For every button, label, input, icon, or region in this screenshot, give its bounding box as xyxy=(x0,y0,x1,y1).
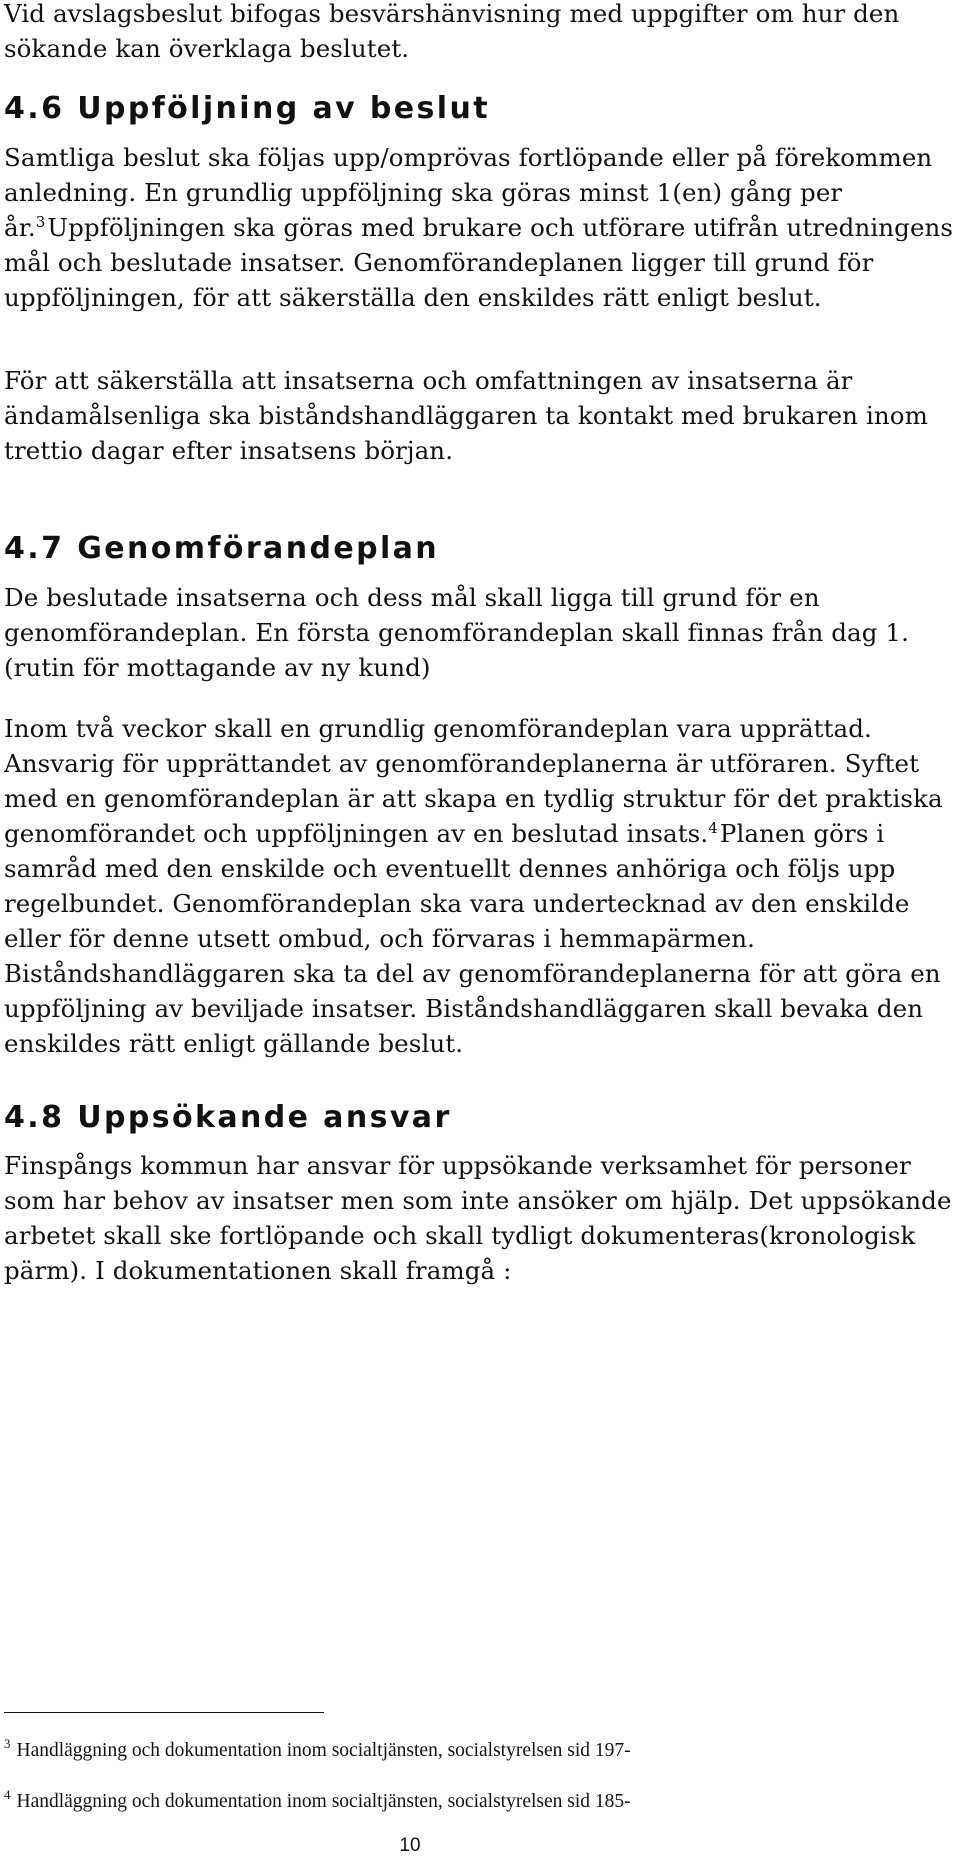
footnote-ref-3: 3 xyxy=(35,213,46,231)
footnote-separator xyxy=(4,1712,324,1713)
footnote-3 xyxy=(4,1738,956,1764)
section-4-7-text-b: Planen görs i samråd med den enskilde och eventuellt dennes anhöriga och följs upp regelbundet. Genomförandeplan ska vara undertecknad av den enskilde eller för denne utsett ombud, och förvaras i hemmapärmen. Biståndshandläggaren ska ta del av genomförandeplanerna för att göra en uppföljning av beviljade insatser. Biståndshandläggaren skall bevaka den enskildes rätt enligt gällande beslut. xyxy=(4,819,941,1058)
section-4-7-paragraph-1: De beslutade insatserna och dess mål skall ligga till grund för en genomförandeplan. En första genomförandeplan skall finnas från dag 1. (rutin för mottagande av ny kund) xyxy=(4,583,909,682)
intro-paragraph: Vid avslagsbeslut bifogas besvärshänvisning med uppgifter om hur den sökande kan överklaga beslutet. xyxy=(4,0,900,63)
footnote-ref-4: 4 xyxy=(708,819,718,837)
section-4-6-text-a: Samtliga beslut ska följas upp/omprövas fortlöpande eller på förekommen anledning. En grundlig uppföljning ska göras minst 1(en) gång per år. xyxy=(4,143,933,242)
section-heading-4-7: 4.7 Genomförandeplan xyxy=(4,531,440,566)
page-number: 10 xyxy=(399,1835,421,1856)
section-heading-4-8: 4.8 Uppsökande ansvar xyxy=(4,1100,452,1135)
footnote-4-text: Handläggning och dokumentation inom socialtjänsten, socialstyrelsen sid 185- xyxy=(16,1791,631,1812)
section-4-7-text-a: Inom två veckor skall en grundlig genomförandeplan vara upprättad. Ansvarig för upprättandet av genomförandeplanerna är utföraren. Syftet med en genomförandeplan är att skapa en tydlig struktur för det praktiska genomförandet och uppföljningen av en beslutad insats. xyxy=(4,714,943,848)
section-heading-4-6: 4.6 Uppföljning av beslut xyxy=(4,91,490,126)
section-4-7-paragraph-2 xyxy=(4,711,956,1061)
footnote-3-text: Handläggning och dokumentation inom socialtjänsten, socialstyrelsen sid 197- xyxy=(16,1740,631,1761)
section-4-6-text-b: Uppföljningen ska göras med brukare och utförare utifrån utredningens mål och beslutade insatser. Genomförandeplanen ligger till grund för uppföljningen, för att säkerställa den enskildes rätt enligt beslut. xyxy=(4,213,954,312)
section-4-6-paragraph-2: För att säkerställa att insatserna och omfattningen av insatserna är ändamålsenliga ska biståndshandläggaren ta kontakt med brukaren inom trettio dagar efter insatsens början. xyxy=(4,366,928,465)
section-4-8-paragraph-1: Finspångs kommun har ansvar för uppsökande verksamhet för personer som har behov av insatser men som inte ansöker om hjälp. Det uppsökande arbetet skall ske fortlöpande och skall tydligt dokumenteras(kronologisk pärm). I dokumentationen skall framgå : xyxy=(4,1151,952,1285)
footnote-4-number: 4 xyxy=(4,1787,11,1802)
footnote-4 xyxy=(4,1789,956,1815)
footnote-3-number: 3 xyxy=(4,1736,11,1751)
section-4-6-paragraph-1 xyxy=(4,140,956,315)
